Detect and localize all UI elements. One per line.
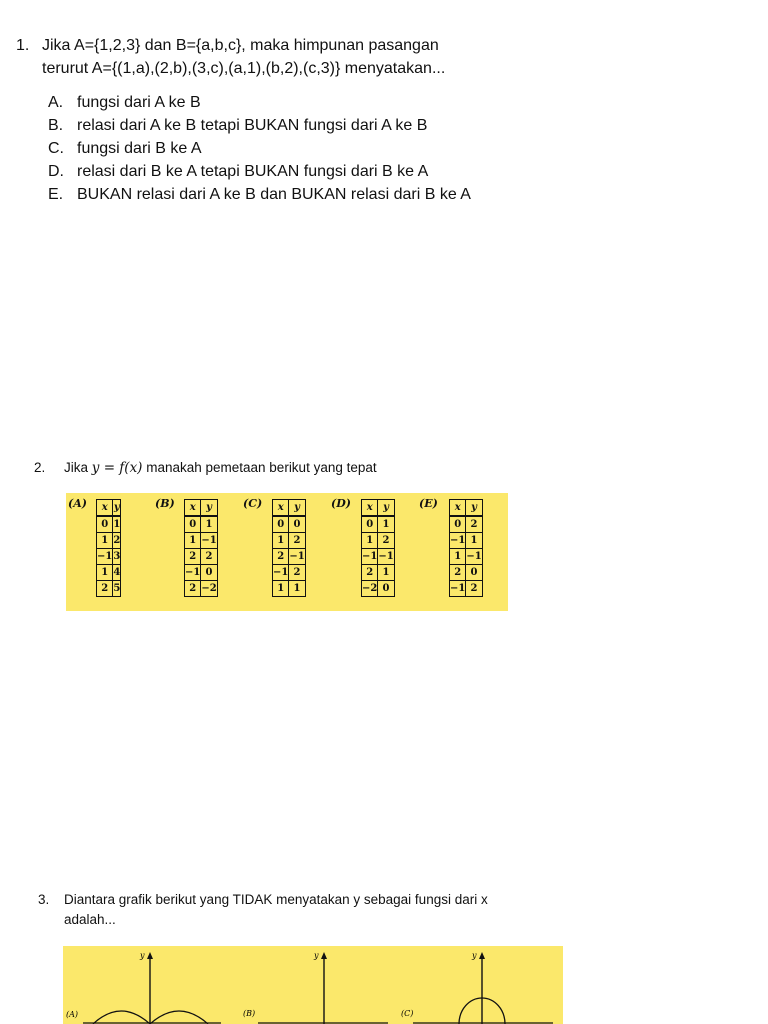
table-cell: 2 [289, 533, 305, 549]
table-cell: 2 [113, 533, 121, 549]
table-cell: 3 [113, 549, 121, 565]
table-row [450, 516, 483, 533]
table-row [273, 581, 306, 597]
table-cell: 1 [289, 581, 305, 597]
option-e: E. BUKAN relasi dari A ke B dan BUKAN relasi dari B ke A [48, 186, 471, 203]
table-e-label: (E) [419, 497, 438, 510]
table-row [185, 565, 218, 581]
table-row [450, 533, 483, 549]
graph-c-y-label: y [472, 951, 477, 960]
table-cell: −1 [185, 565, 201, 581]
graph-a-y-arrow [147, 952, 153, 959]
table-cell: 2 [362, 565, 378, 581]
table-row [273, 549, 306, 565]
table-cell: 1 [466, 533, 482, 549]
table-row [185, 533, 218, 549]
table-d-label: (D) [331, 497, 351, 510]
table-cell: 2 [466, 516, 482, 533]
graphs-panel [63, 946, 563, 1024]
table-cell: 5 [113, 581, 121, 597]
table-header-x: x [273, 500, 289, 517]
table-header-y: y [289, 500, 305, 517]
question-2-number: 2. [34, 460, 46, 475]
table-cell: −1 [289, 549, 305, 565]
question-3-line-2: adalah... [64, 912, 116, 927]
graph-a [66, 951, 221, 1024]
table-header-x: x [362, 500, 378, 517]
table-cell: 2 [97, 581, 113, 597]
question-3-line-1: Diantara grafik berikut yang TIDAK menyatakan y sebagai fungsi dari x [64, 892, 488, 907]
graphs-figure [63, 946, 563, 1024]
table-cell: 0 [97, 516, 113, 533]
graph-c [401, 951, 553, 1024]
table-header-x: x [450, 500, 466, 517]
table-row [97, 581, 121, 597]
table-cell: −1 [362, 549, 378, 565]
table-cell: 1 [97, 533, 113, 549]
table-cell: 0 [378, 581, 394, 597]
table-row [97, 516, 121, 533]
graph-a-y-label: y [140, 951, 145, 960]
table-row [450, 549, 483, 565]
table-cell: 0 [273, 516, 289, 533]
table-cell: 0 [185, 516, 201, 533]
table-header-y: y [466, 500, 482, 517]
graph-c-y-arrow [479, 952, 485, 959]
table-row [97, 533, 121, 549]
table-a-label: (A) [68, 497, 87, 510]
question-1-line-1: Jika A={1,2,3} dan B={a,b,c}, maka himpunan pasangan [42, 37, 439, 54]
mapping-table-a [96, 499, 121, 597]
table-cell: 0 [289, 516, 305, 533]
table-row [450, 581, 483, 597]
table-cell: −1 [97, 549, 113, 565]
table-c-label: (C) [243, 497, 263, 510]
table-b-label: (B) [155, 497, 175, 510]
table-cell: 2 [185, 581, 201, 597]
table-cell: 2 [273, 549, 289, 565]
question-3-stem [64, 890, 534, 930]
option-d: D. relasi dari B ke A tetapi BUKAN fungsi dari B ke A [48, 163, 429, 180]
table-row [97, 565, 121, 581]
table-row [97, 549, 121, 565]
table-header-y: y [113, 500, 121, 517]
table-cell: 2 [450, 565, 466, 581]
graph-b-y-label: y [314, 951, 319, 960]
table-row [185, 549, 218, 565]
table-cell: −1 [466, 549, 482, 565]
table-cell: −2 [362, 581, 378, 597]
mapping-table-c [272, 499, 306, 597]
table-header-y: y [201, 500, 217, 517]
question-1-line-2: terurut A={(1,a),(2,b),(3,c),(a,1),(b,2),(c,3)} menyatakan... [42, 60, 446, 77]
table-row [273, 565, 306, 581]
table-cell: 2 [378, 533, 394, 549]
table-cell: 1 [273, 533, 289, 549]
table-cell: −2 [201, 581, 217, 597]
graph-c-label: (C) [401, 1009, 414, 1018]
mapping-tables-panel [66, 493, 508, 611]
table-row [362, 533, 395, 549]
option-c: C. fungsi dari B ke A [48, 140, 202, 157]
table-cell: −1 [450, 533, 466, 549]
table-cell: −1 [273, 565, 289, 581]
mapping-table-d [361, 499, 395, 597]
table-row [273, 516, 306, 533]
table-row [362, 516, 395, 533]
function-expression: y = f(x) [91, 460, 143, 476]
mapping-table-b [184, 499, 218, 597]
table-row [362, 549, 395, 565]
table-cell: 0 [201, 565, 217, 581]
table-cell: −1 [450, 581, 466, 597]
table-cell: −1 [201, 533, 217, 549]
table-row [273, 533, 306, 549]
table-cell: 0 [450, 516, 466, 533]
question-1-options [48, 91, 471, 206]
graph-a-label: (A) [66, 1010, 79, 1019]
graph-b-y-arrow [321, 952, 327, 959]
table-cell: 1 [273, 581, 289, 597]
option-b: B. relasi dari A ke B tetapi BUKAN fungsi dari A ke B [48, 117, 428, 134]
table-row [185, 581, 218, 597]
table-header-x: x [185, 500, 201, 517]
table-cell: 2 [289, 565, 305, 581]
question-1-stem [42, 34, 682, 80]
question-2-stem: Jika y = f(x) manakah pemetaan berikut yang tepat [64, 460, 377, 476]
table-cell: 1 [362, 533, 378, 549]
table-cell: 2 [185, 549, 201, 565]
table-row [185, 516, 218, 533]
option-a: A. fungsi dari A ke B [48, 94, 201, 111]
table-row [450, 565, 483, 581]
table-cell: 1 [201, 516, 217, 533]
table-cell: 1 [97, 565, 113, 581]
table-cell: −1 [378, 549, 394, 565]
table-cell: 0 [466, 565, 482, 581]
graph-b-label: (B) [243, 1009, 256, 1018]
table-row [362, 565, 395, 581]
question-3-number: 3. [38, 892, 50, 907]
mapping-table-e [449, 499, 483, 597]
graph-b [243, 951, 388, 1024]
table-cell: 1 [378, 565, 394, 581]
table-cell: 0 [362, 516, 378, 533]
table-cell: 1 [113, 516, 121, 533]
table-cell: 1 [378, 516, 394, 533]
table-cell: 2 [466, 581, 482, 597]
table-header-y: y [378, 500, 394, 517]
table-cell: 2 [201, 549, 217, 565]
table-cell: 4 [113, 565, 121, 581]
question-1-number: 1. [16, 37, 30, 54]
table-row [362, 581, 395, 597]
table-cell: 1 [450, 549, 466, 565]
table-header-x: x [97, 500, 113, 517]
table-cell: 1 [185, 533, 201, 549]
